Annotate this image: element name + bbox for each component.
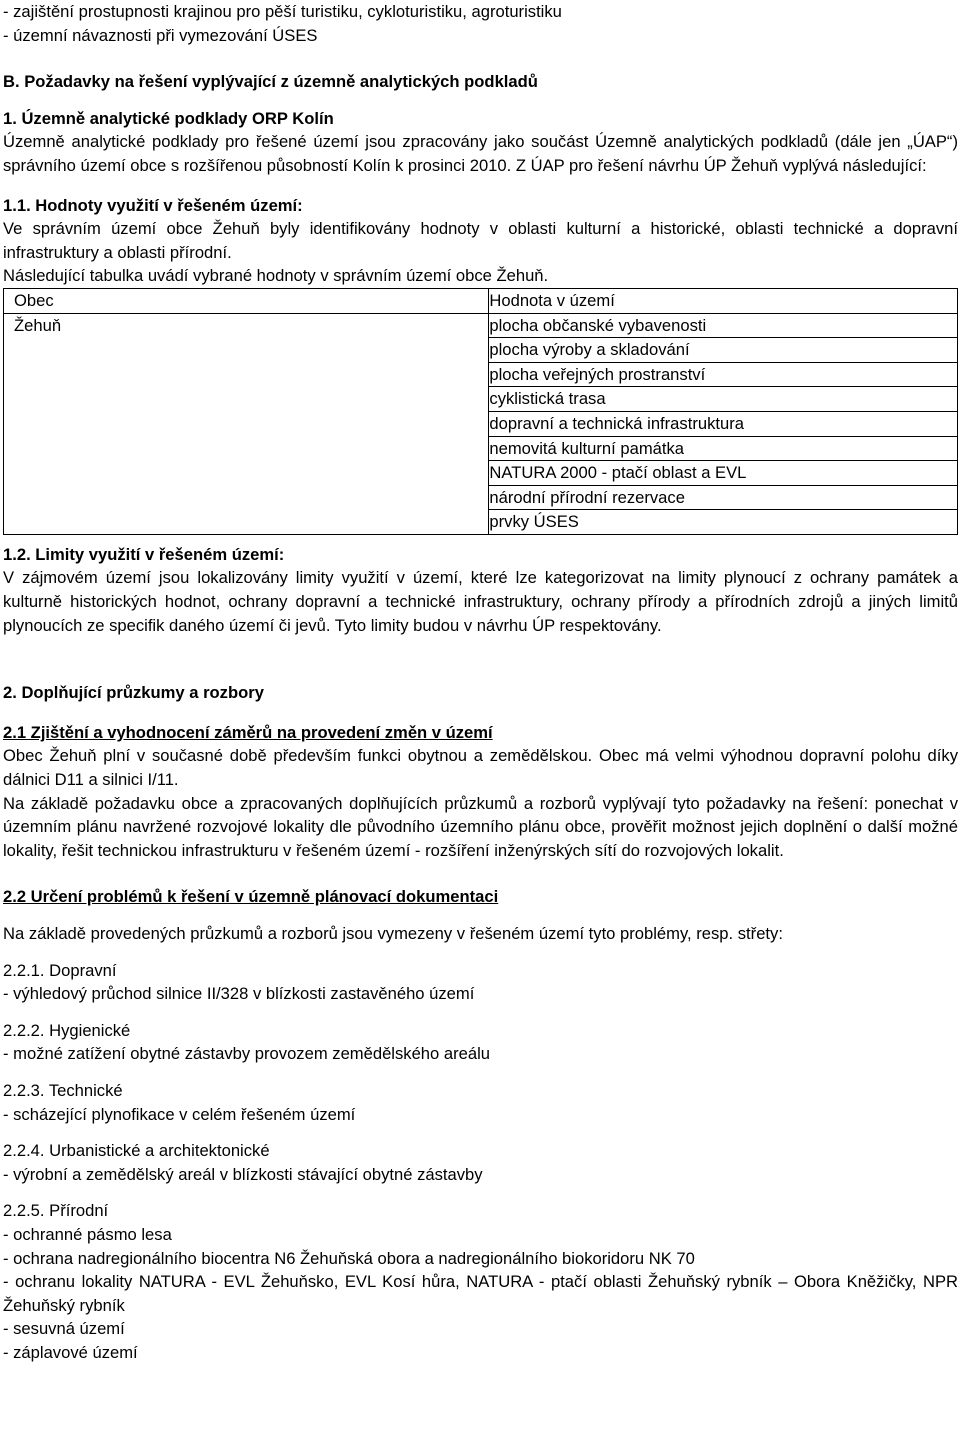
section-1-paragraph: Územně analytické podklady pro řešené území jsou zpracovány jako součást Územně analytických podkladů (dále jen „ÚAP“) správního území obce s rozšířenou působností Kolín k prosinci 2010. Z ÚAP pro řešení návrhu ÚP Žehuň vyplývá následující: [3,132,958,175]
values-table [3,288,958,535]
section-2-1-paragraph-2: Na základě požadavku obce a zpracovaných doplňujících průzkumů a rozborů vyplývají tyto požadavky na řešení: ponechat v územním plánu navržené rozvojové lokality dle původního územního plánu obce, prověřit možnost jejich doplnění o další možné lokality, řešit technickou infrastrukturu v řešeném území - rozšíření inženýrských sítí do rozvojových lokalit. [3,793,958,860]
spacer [3,178,958,194]
spacer [3,1126,958,1139]
spacer [3,862,958,885]
problem-heading-dopravni: 2.2.1. Dopravní [3,960,117,980]
section-2-1-title: 2.1 Zjištění a vyhodnocení záměrů na provedení změn v území [3,722,493,742]
spacer [3,47,958,70]
table-header-obec: Obec [4,288,489,313]
section-b-title: B. Požadavky na řešení vyplývající z územně analytických podkladů [3,72,538,92]
spacer [3,1066,958,1079]
spacer [3,1006,958,1019]
table-cell-obec: Žehuň [4,313,489,534]
table-cell-value: nemovitá kulturní památka [489,436,958,461]
problem-item: - výhledový průchod silnice II/328 v blízkosti zastavěného území [3,984,475,1004]
table-cell-value: prvky ÚSES [489,510,958,535]
document-page [3,0,958,1365]
spacer [3,94,958,107]
problem-heading-urbanisticke: 2.2.4. Urbanistické a architektonické [3,1141,270,1161]
table-cell-value: plocha občanské vybavenosti [489,313,958,338]
section-2-1-paragraph-1: Obec Žehuň plní v současné době především funkci obytnou a zemědělskou. Obec má velmi výhodnou dopravní polohu díky dálnici D11 a silnici I/11. [3,746,958,790]
table-cell-value: cyklistická trasa [489,387,958,412]
section-2-2-intro: Na základě provedených průzkumů a rozborů jsou vymezeny v řešeném území tyto problémy, resp. střety: [3,924,783,943]
problem-item: - scházející plynofikace v celém řešeném území [3,1104,356,1124]
section-2-2-title: 2.2 Určení problémů k řešení v územně plánovací dokumentaci [3,887,499,907]
table-row [4,313,958,338]
section-1-2-title: 1.2. Limity využití v řešeném území: [3,544,285,564]
table-header-hodnota: Hodnota v území [489,288,958,313]
table-cell-value: plocha výroby a skladování [489,338,958,363]
spacer [3,909,958,922]
spacer [3,637,958,681]
table-header-row [4,288,958,313]
problem-heading-technicke: 2.2.3. Technické [3,1080,123,1100]
problem-item: - ochrana nadregionálního biocentra N6 Žehuňská obora a nadregionálního biokoridoru NK 70 [3,1248,695,1268]
table-cell-value: dopravní a technická infrastruktura [489,411,958,436]
problem-item: - ochranné pásmo lesa [3,1224,172,1244]
section-1-1-title: 1.1. Hodnoty využití v řešeném území: [3,195,303,215]
problem-heading-prirodni: 2.2.5. Přírodní [3,1201,109,1221]
problem-item: - ochranu lokality NATURA - EVL Žehuňsko, EVL Kosí hůra, NATURA - ptačí oblasti Žehuňský rybník – Obora Kněžičky, NPR Žehuňský rybník [3,1272,958,1315]
section-2-title: 2. Doplňující průzkumy a rozbory [3,683,264,703]
table-intro: Následující tabulka uvádí vybrané hodnoty v správním území obce Žehuň. [3,266,549,286]
spacer [3,946,958,959]
intro-line-1: - zajištění prostupnosti krajinou pro pěší turistiku, cykloturistiku, agroturistiku [3,2,562,21]
table-cell-value: NATURA 2000 - ptačí oblast a EVL [489,461,958,486]
spacer [3,705,958,721]
problem-heading-hygienicke: 2.2.2. Hygienické [3,1020,131,1040]
section-1-1-paragraph: Ve správním území obce Žehuň byly identifikovány hodnoty v oblasti kulturní a historické, oblasti technické a dopravní infrastruktury a oblasti přírodní. [3,219,958,262]
intro-line-2: - územní návaznosti při vymezování ÚSES [3,25,318,45]
table-cell-value: plocha veřejných prostranství [489,362,958,387]
problem-item: - záplavové území [3,1342,138,1362]
table-cell-value: národní přírodní rezervace [489,485,958,510]
spacer [3,1186,958,1199]
problem-item: - výrobní a zemědělský areál v blízkosti stávající obytné zástavby [3,1164,483,1184]
section-1-title: 1. Územně analytické podklady ORP Kolín [3,108,334,128]
problem-item: - sesuvná území [3,1319,125,1339]
problem-item: - možné zatížení obytné zástavby provozem zemědělského areálu [3,1044,491,1064]
section-1-2-paragraph: V zájmovém území jsou lokalizovány limity využití v území, které lze kategorizovat na limity plynoucí z ochrany památek a kulturně historických hodnot, ochrany dopravní a technické infrastruktury, ochrany přírody a přírodních zdrojů a jiných limitů plynoucích ze specifik daného území či jevů. Tyto limity budou v návrhu ÚP respektovány. [3,568,958,635]
spacer [3,535,958,543]
